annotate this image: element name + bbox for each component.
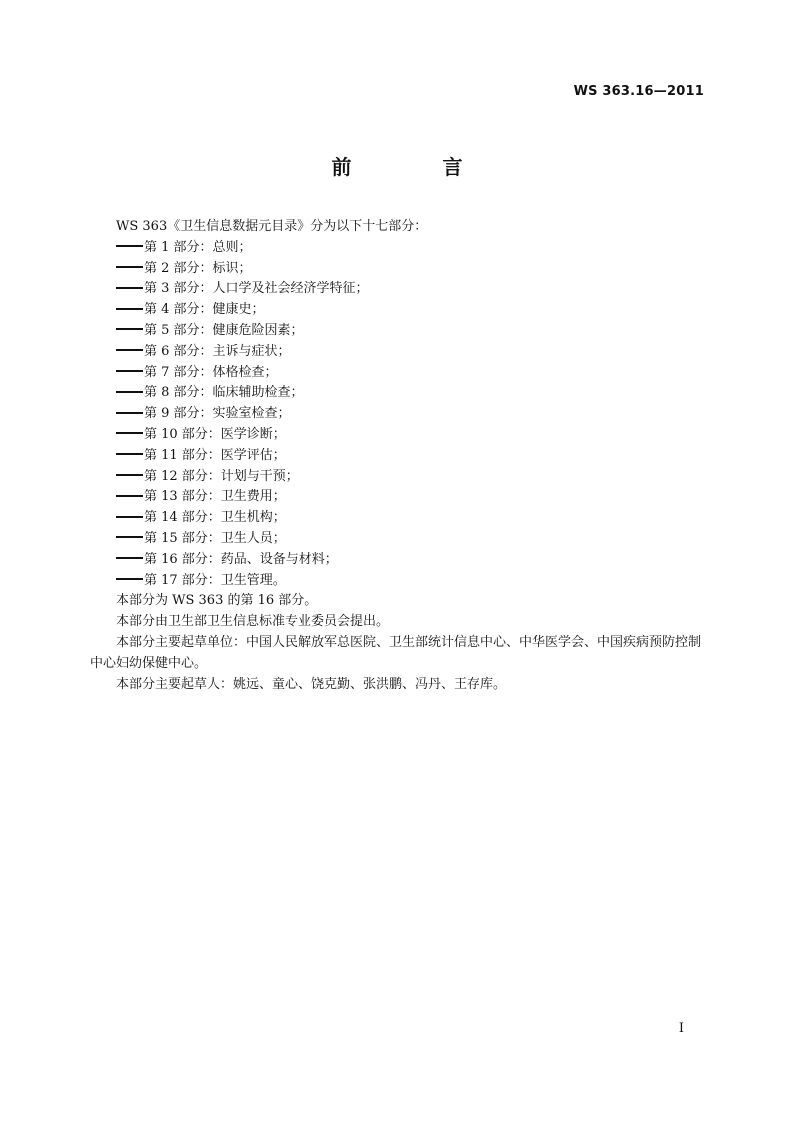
proposed-by-paragraph: 本部分由卫生部卫生信息标准专业委员会提出。 xyxy=(116,614,390,630)
em-dash xyxy=(116,516,143,518)
em-dash xyxy=(116,474,143,476)
list-item: 第 15 部分：卫生人员； xyxy=(90,529,704,550)
em-dash xyxy=(116,308,143,310)
list-item: 第 4 部分：健康史； xyxy=(90,300,704,321)
list-item: 第 3 部分：人口学及社会经济学特征； xyxy=(90,279,704,300)
list-item: 第 10 部分：医学诊断； xyxy=(90,425,704,446)
list-item: 第 1 部分：总则； xyxy=(90,238,704,259)
em-dash xyxy=(116,245,143,247)
em-dash xyxy=(116,391,143,393)
drafting-units-paragraph: 本部分主要起草单位：中国人民解放军总医院、卫生部统计信息中心、中华医学会、中国疾病预防控制中心妇幼保健中心。 xyxy=(90,634,702,671)
page-title: 前 言 xyxy=(331,155,505,179)
em-dash xyxy=(116,536,143,538)
list-item: 第 11 部分：医学评估； xyxy=(90,446,704,467)
em-dash xyxy=(116,495,143,497)
em-dash xyxy=(116,287,143,289)
standard-code: WS 363.16—2011 xyxy=(573,84,704,99)
em-dash xyxy=(116,349,143,351)
em-dash xyxy=(116,370,143,372)
em-dash xyxy=(116,453,143,455)
intro-paragraph: WS 363《卫生信息数据元目录》分为以下十七部分： xyxy=(116,219,428,234)
drafters-paragraph: 本部分主要起草人：姚远、童心、饶克勤、张洪鹏、冯丹、王存库。 xyxy=(116,676,507,692)
em-dash xyxy=(116,432,143,434)
em-dash xyxy=(116,412,143,414)
list-item: 第 5 部分：健康危险因素； xyxy=(90,321,704,342)
foreword-body xyxy=(90,217,704,695)
em-dash xyxy=(116,266,143,268)
list-item: 第 16 部分：药品、设备与材料； xyxy=(90,550,704,571)
em-dash xyxy=(116,557,143,559)
em-dash xyxy=(116,328,143,330)
list-item: 第 9 部分：实验室检查； xyxy=(90,404,704,425)
list-item: 第 2 部分：标识； xyxy=(90,259,704,280)
list-item: 第 6 部分：主诉与症状； xyxy=(90,342,704,363)
page-number: I xyxy=(678,1021,684,1036)
list-item: 第 13 部分：卫生费用； xyxy=(90,487,704,508)
parts-list xyxy=(90,238,704,592)
list-item: 第 8 部分：临床辅助检查； xyxy=(90,383,704,404)
part-of-paragraph: 本部分为 WS 363 的第 16 部分。 xyxy=(116,593,318,609)
em-dash xyxy=(116,578,143,580)
list-item: 第 14 部分：卫生机构； xyxy=(90,508,704,529)
list-item: 第 17 部分：卫生管理。 xyxy=(90,571,704,592)
list-item: 第 7 部分：体格检查； xyxy=(90,363,704,384)
list-item: 第 12 部分：计划与干预； xyxy=(90,467,704,488)
